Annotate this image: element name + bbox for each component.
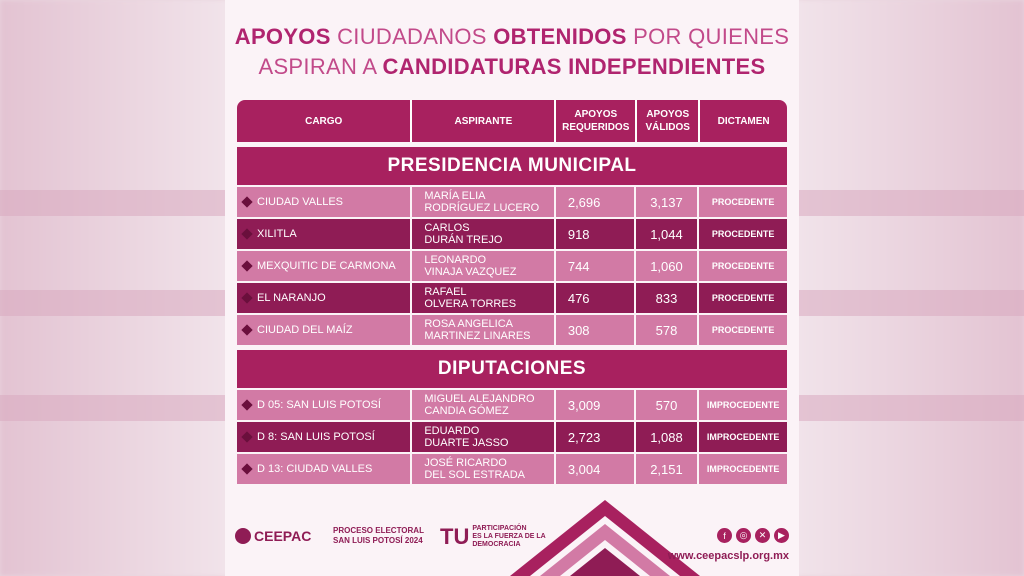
header-apoyos-validos bbox=[637, 100, 700, 142]
ceepac-logo bbox=[235, 528, 311, 544]
diamond-bullet-icon bbox=[241, 260, 252, 271]
cell-aspirante bbox=[412, 454, 556, 484]
cell-aspirante bbox=[412, 315, 556, 345]
aspirante-name: JOSÉ RICARDO bbox=[424, 457, 507, 469]
header-apoyos-requeridos bbox=[556, 100, 637, 142]
cell-apoyos-requeridos: 2,723 bbox=[556, 422, 636, 452]
cell-cargo bbox=[237, 283, 412, 313]
cargo-text: CIUDAD DEL MAÍZ bbox=[257, 324, 353, 336]
cell-aspirante bbox=[412, 251, 556, 281]
cargo-text: D 05: SAN LUIS POTOSÍ bbox=[257, 399, 381, 411]
cell-dictamen: IMPROCEDENTE bbox=[699, 422, 787, 452]
title-segment: CANDIDATURAS INDEPENDIENTES bbox=[382, 54, 766, 79]
aspirante-surname: DEL SOL ESTRADA bbox=[424, 469, 526, 481]
section-heading: DIPUTACIONES bbox=[237, 350, 787, 388]
cell-dictamen: PROCEDENTE bbox=[699, 315, 787, 345]
cell-dictamen: IMPROCEDENTE bbox=[699, 390, 787, 420]
table-row bbox=[237, 422, 787, 452]
proceso-text: PROCESO ELECTORAL bbox=[333, 526, 424, 535]
header-text: APOYOS bbox=[646, 109, 690, 120]
cell-cargo bbox=[237, 390, 412, 420]
proceso-electoral-logo bbox=[333, 526, 424, 546]
cell-apoyos-validos: 1,060 bbox=[636, 251, 700, 281]
title-segment: ASPIRAN A bbox=[258, 54, 383, 79]
cell-apoyos-validos: 1,088 bbox=[636, 422, 700, 452]
title-segment: POR QUIENES bbox=[626, 24, 790, 49]
aspirante-name: ROSA ANGELICA bbox=[424, 318, 513, 330]
aspirante-surname: DUARTE JASSO bbox=[424, 437, 509, 449]
header-dictamen: DICTAMEN bbox=[717, 115, 770, 127]
cell-apoyos-validos: 570 bbox=[636, 390, 700, 420]
cell-dictamen: PROCEDENTE bbox=[699, 251, 787, 281]
table-row bbox=[237, 283, 787, 313]
table-row bbox=[237, 390, 787, 420]
aspirante-surname: VINAJA VAZQUEZ bbox=[424, 266, 517, 278]
x-icon[interactable]: ✕ bbox=[755, 528, 770, 543]
instagram-icon[interactable]: ◎ bbox=[736, 528, 751, 543]
header-text: APOYOS bbox=[574, 109, 618, 120]
cell-dictamen: PROCEDENTE bbox=[699, 187, 787, 217]
cell-aspirante bbox=[412, 283, 556, 313]
diamond-bullet-icon bbox=[241, 292, 252, 303]
aspirante-surname: RODRÍGUEZ LUCERO bbox=[424, 202, 540, 214]
footer bbox=[225, 500, 799, 576]
participacion-text: PARTICIPACIÓN bbox=[472, 525, 527, 532]
aspirante-name: MIGUEL ALEJANDRO bbox=[424, 393, 535, 405]
diamond-bullet-icon bbox=[241, 431, 252, 442]
title-line-2 bbox=[225, 52, 799, 82]
cell-apoyos-validos: 578 bbox=[636, 315, 700, 345]
table-row bbox=[237, 454, 787, 484]
aspirante-surname: CANDIA GÓMEZ bbox=[424, 405, 509, 417]
aspirante-name: CARLOS bbox=[424, 222, 470, 234]
youtube-icon[interactable]: ▶ bbox=[774, 528, 789, 543]
cell-apoyos-requeridos: 744 bbox=[556, 251, 636, 281]
cell-apoyos-requeridos: 2,696 bbox=[556, 187, 636, 217]
aspirante-surname: DURÁN TREJO bbox=[424, 234, 503, 246]
header-aspirante: ASPIRANTE bbox=[412, 100, 556, 142]
diamond-bullet-icon bbox=[241, 399, 252, 410]
cell-apoyos-validos: 2,151 bbox=[636, 454, 700, 484]
participacion-text: DEMOCRACIA bbox=[472, 541, 521, 548]
cell-apoyos-validos: 3,137 bbox=[636, 187, 700, 217]
header-cargo: CARGO bbox=[237, 100, 412, 142]
ceepac-icon bbox=[235, 528, 251, 544]
cell-aspirante bbox=[412, 187, 556, 217]
aspirante-surname: MARTINEZ LINARES bbox=[424, 330, 531, 342]
cell-cargo bbox=[237, 219, 412, 249]
cell-apoyos-validos: 833 bbox=[636, 283, 700, 313]
results-table bbox=[237, 100, 787, 484]
cargo-text: D 8: SAN LUIS POTOSÍ bbox=[257, 431, 375, 443]
title-segment: OBTENIDOS bbox=[493, 24, 627, 49]
diamond-bullet-icon bbox=[241, 196, 252, 207]
cell-aspirante bbox=[412, 219, 556, 249]
table-row bbox=[237, 251, 787, 281]
header-text: VÁLIDOS bbox=[645, 122, 690, 133]
section-heading: PRESIDENCIA MUNICIPAL bbox=[237, 147, 787, 185]
table-body bbox=[237, 147, 787, 484]
table-header bbox=[237, 100, 787, 142]
cell-cargo bbox=[237, 422, 412, 452]
cell-dictamen: IMPROCEDENTE bbox=[699, 454, 787, 484]
diamond-bullet-icon bbox=[241, 324, 252, 335]
cargo-text: MEXQUITIC DE CARMONA bbox=[257, 260, 396, 272]
title-line-1 bbox=[225, 22, 799, 52]
cell-apoyos-requeridos: 308 bbox=[556, 315, 636, 345]
cell-aspirante bbox=[412, 422, 556, 452]
table-row bbox=[237, 219, 787, 249]
cargo-text: XILITLA bbox=[257, 228, 297, 240]
aspirante-name: RAFAEL bbox=[424, 286, 467, 298]
cell-cargo bbox=[237, 454, 412, 484]
aspirante-name: EDUARDO bbox=[424, 425, 480, 437]
cell-apoyos-requeridos: 3,009 bbox=[556, 390, 636, 420]
table-row bbox=[237, 187, 787, 217]
website-link[interactable]: www.ceepacslp.org.mx bbox=[667, 550, 789, 562]
cell-apoyos-requeridos: 476 bbox=[556, 283, 636, 313]
aspirante-name: LEONARDO bbox=[424, 254, 487, 266]
infographic-card bbox=[225, 0, 799, 576]
social-links bbox=[717, 528, 789, 543]
cell-cargo bbox=[237, 251, 412, 281]
tu-text: TU bbox=[440, 524, 470, 549]
cargo-text: CIUDAD VALLES bbox=[257, 196, 343, 208]
aspirante-surname: OLVERA TORRES bbox=[424, 298, 517, 310]
page-title bbox=[225, 22, 799, 82]
cell-cargo bbox=[237, 315, 412, 345]
header-text: REQUERIDOS bbox=[562, 122, 630, 133]
ceepac-text: CEEPAC bbox=[254, 528, 312, 544]
title-segment: APOYOS bbox=[234, 24, 331, 49]
cargo-text: D 13: CIUDAD VALLES bbox=[257, 463, 373, 475]
table-row bbox=[237, 315, 787, 345]
cell-aspirante bbox=[412, 390, 556, 420]
diamond-bullet-icon bbox=[241, 463, 252, 474]
cell-apoyos-validos: 1,044 bbox=[636, 219, 700, 249]
cell-dictamen: PROCEDENTE bbox=[699, 283, 787, 313]
proceso-text: SAN LUIS POTOSÍ 2024 bbox=[333, 536, 423, 545]
facebook-icon[interactable]: f bbox=[717, 528, 732, 543]
cell-dictamen: PROCEDENTE bbox=[699, 219, 787, 249]
cell-apoyos-requeridos: 918 bbox=[556, 219, 636, 249]
participacion-text: ES LA FUERZA DE LA bbox=[472, 533, 546, 540]
diamond-bullet-icon bbox=[241, 228, 252, 239]
title-segment: CIUDADANOS bbox=[330, 24, 494, 49]
participacion-logo bbox=[440, 524, 546, 550]
cell-cargo bbox=[237, 187, 412, 217]
cell-apoyos-requeridos: 3,004 bbox=[556, 454, 636, 484]
aspirante-name: MARÍA ELIA bbox=[424, 190, 486, 202]
cargo-text: EL NARANJO bbox=[257, 292, 326, 304]
